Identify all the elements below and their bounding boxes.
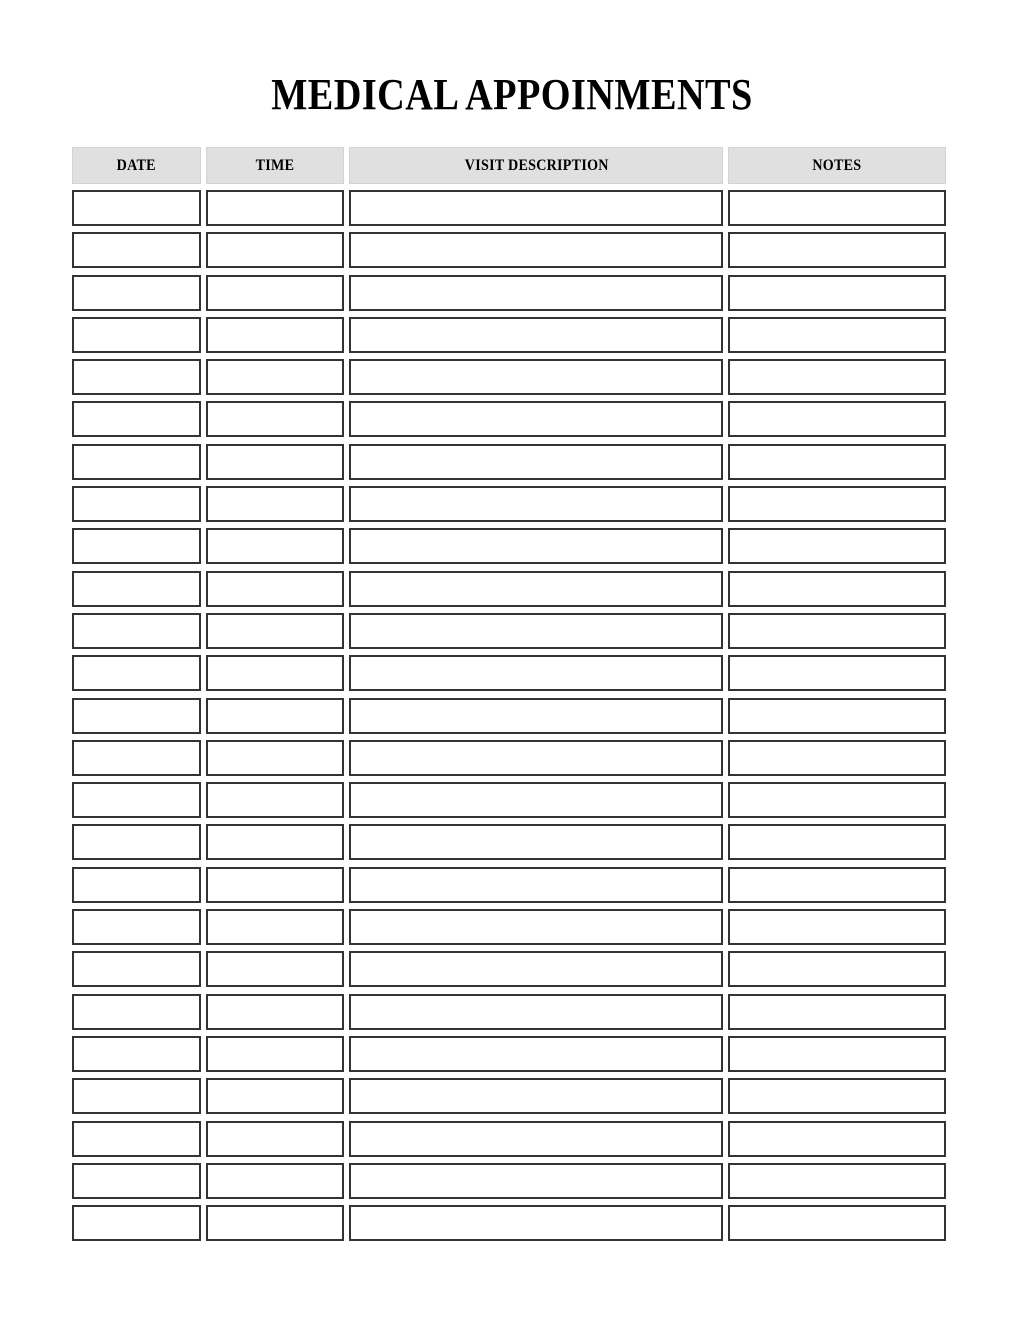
cell-notes[interactable] [728, 1205, 946, 1241]
table-row [72, 951, 946, 987]
column-header-visit-description-label: VISIT DESCRIPTION [464, 156, 609, 174]
cell-notes[interactable] [728, 444, 946, 480]
cell-date[interactable] [72, 571, 201, 607]
cell-visit[interactable] [349, 909, 723, 945]
cell-date[interactable] [72, 1036, 201, 1072]
cell-date[interactable] [72, 528, 201, 564]
appointments-table [72, 147, 946, 1247]
cell-date[interactable] [72, 486, 201, 522]
cell-visit[interactable] [349, 1121, 723, 1157]
cell-notes[interactable] [728, 1121, 946, 1157]
cell-time[interactable] [206, 317, 344, 353]
table-row [72, 444, 946, 480]
cell-time[interactable] [206, 698, 344, 734]
cell-notes[interactable] [728, 275, 946, 311]
column-header-date-label: DATE [117, 156, 157, 174]
cell-date[interactable] [72, 867, 201, 903]
table-row [72, 740, 946, 776]
cell-time[interactable] [206, 613, 344, 649]
table-row [72, 1036, 946, 1072]
table-row [72, 571, 946, 607]
cell-date[interactable] [72, 824, 201, 860]
table-header-row [72, 147, 946, 184]
cell-notes[interactable] [728, 867, 946, 903]
cell-visit[interactable] [349, 782, 723, 818]
cell-date[interactable] [72, 359, 201, 395]
table-row [72, 190, 946, 226]
cell-time[interactable] [206, 655, 344, 691]
cell-notes[interactable] [728, 232, 946, 268]
cell-date[interactable] [72, 994, 201, 1030]
cell-time[interactable] [206, 867, 344, 903]
column-header-notes-label: NOTES [812, 156, 862, 174]
cell-visit[interactable] [349, 867, 723, 903]
cell-date[interactable] [72, 317, 201, 353]
cell-visit[interactable] [349, 444, 723, 480]
cell-visit[interactable] [349, 1163, 723, 1199]
cell-date[interactable] [72, 782, 201, 818]
cell-notes[interactable] [728, 740, 946, 776]
cell-date[interactable] [72, 275, 201, 311]
column-header-time [206, 147, 344, 184]
cell-date[interactable] [72, 401, 201, 437]
cell-notes[interactable] [728, 190, 946, 226]
cell-visit[interactable] [349, 359, 723, 395]
cell-notes[interactable] [728, 486, 946, 522]
cell-date[interactable] [72, 232, 201, 268]
table-body [72, 190, 946, 1241]
cell-visit[interactable] [349, 655, 723, 691]
table-row [72, 1078, 946, 1114]
cell-time[interactable] [206, 824, 344, 860]
column-header-date [72, 147, 201, 184]
cell-visit[interactable] [349, 1036, 723, 1072]
cell-time[interactable] [206, 486, 344, 522]
cell-time[interactable] [206, 1036, 344, 1072]
cell-notes[interactable] [728, 359, 946, 395]
cell-time[interactable] [206, 909, 344, 945]
cell-visit[interactable] [349, 698, 723, 734]
table-row [72, 528, 946, 564]
cell-notes[interactable] [728, 655, 946, 691]
table-row [72, 698, 946, 734]
cell-notes[interactable] [728, 1163, 946, 1199]
cell-visit[interactable] [349, 190, 723, 226]
table-row [72, 486, 946, 522]
cell-notes[interactable] [728, 951, 946, 987]
table-row [72, 909, 946, 945]
table-row [72, 275, 946, 311]
cell-visit[interactable] [349, 1078, 723, 1114]
table-row [72, 613, 946, 649]
cell-date[interactable] [72, 1078, 201, 1114]
table-row [72, 1121, 946, 1157]
cell-time[interactable] [206, 571, 344, 607]
table-row [72, 994, 946, 1030]
cell-visit[interactable] [349, 951, 723, 987]
cell-visit[interactable] [349, 571, 723, 607]
cell-date[interactable] [72, 1205, 201, 1241]
cell-time[interactable] [206, 401, 344, 437]
cell-notes[interactable] [728, 909, 946, 945]
cell-notes[interactable] [728, 571, 946, 607]
cell-visit[interactable] [349, 613, 723, 649]
table-row [72, 782, 946, 818]
cell-notes[interactable] [728, 782, 946, 818]
cell-visit[interactable] [349, 275, 723, 311]
cell-notes[interactable] [728, 613, 946, 649]
cell-date[interactable] [72, 613, 201, 649]
cell-time[interactable] [206, 359, 344, 395]
column-header-visit-description [349, 147, 723, 184]
column-header-time-label: TIME [256, 156, 295, 174]
cell-date[interactable] [72, 909, 201, 945]
cell-date[interactable] [72, 951, 201, 987]
table-row [72, 317, 946, 353]
cell-visit[interactable] [349, 994, 723, 1030]
cell-visit[interactable] [349, 401, 723, 437]
cell-notes[interactable] [728, 317, 946, 353]
cell-notes[interactable] [728, 994, 946, 1030]
cell-visit[interactable] [349, 528, 723, 564]
page-title: MEDICAL APPOINMENTS [271, 70, 753, 119]
cell-time[interactable] [206, 275, 344, 311]
cell-time[interactable] [206, 782, 344, 818]
table-row [72, 1163, 946, 1199]
cell-notes[interactable] [728, 824, 946, 860]
table-row [72, 867, 946, 903]
cell-date[interactable] [72, 740, 201, 776]
cell-time[interactable] [206, 1163, 344, 1199]
cell-date[interactable] [72, 698, 201, 734]
cell-time[interactable] [206, 740, 344, 776]
cell-notes[interactable] [728, 528, 946, 564]
column-header-notes [728, 147, 946, 184]
table-row [72, 359, 946, 395]
cell-notes[interactable] [728, 1078, 946, 1114]
cell-date[interactable] [72, 1121, 201, 1157]
table-row [72, 401, 946, 437]
table-row [72, 232, 946, 268]
cell-visit[interactable] [349, 486, 723, 522]
cell-notes[interactable] [728, 698, 946, 734]
cell-date[interactable] [72, 190, 201, 226]
cell-date[interactable] [72, 444, 201, 480]
cell-visit[interactable] [349, 740, 723, 776]
cell-visit[interactable] [349, 232, 723, 268]
cell-date[interactable] [72, 655, 201, 691]
cell-time[interactable] [206, 951, 344, 987]
cell-visit[interactable] [349, 824, 723, 860]
cell-time[interactable] [206, 994, 344, 1030]
table-row [72, 824, 946, 860]
cell-visit[interactable] [349, 1205, 723, 1241]
cell-time[interactable] [206, 528, 344, 564]
table-row [72, 655, 946, 691]
cell-date[interactable] [72, 1163, 201, 1199]
cell-time[interactable] [206, 190, 344, 226]
table-row [72, 1205, 946, 1241]
cell-time[interactable] [206, 444, 344, 480]
cell-time[interactable] [206, 1205, 344, 1241]
cell-time[interactable] [206, 232, 344, 268]
cell-visit[interactable] [349, 317, 723, 353]
cell-time[interactable] [206, 1078, 344, 1114]
cell-notes[interactable] [728, 1036, 946, 1072]
cell-time[interactable] [206, 1121, 344, 1157]
cell-notes[interactable] [728, 401, 946, 437]
